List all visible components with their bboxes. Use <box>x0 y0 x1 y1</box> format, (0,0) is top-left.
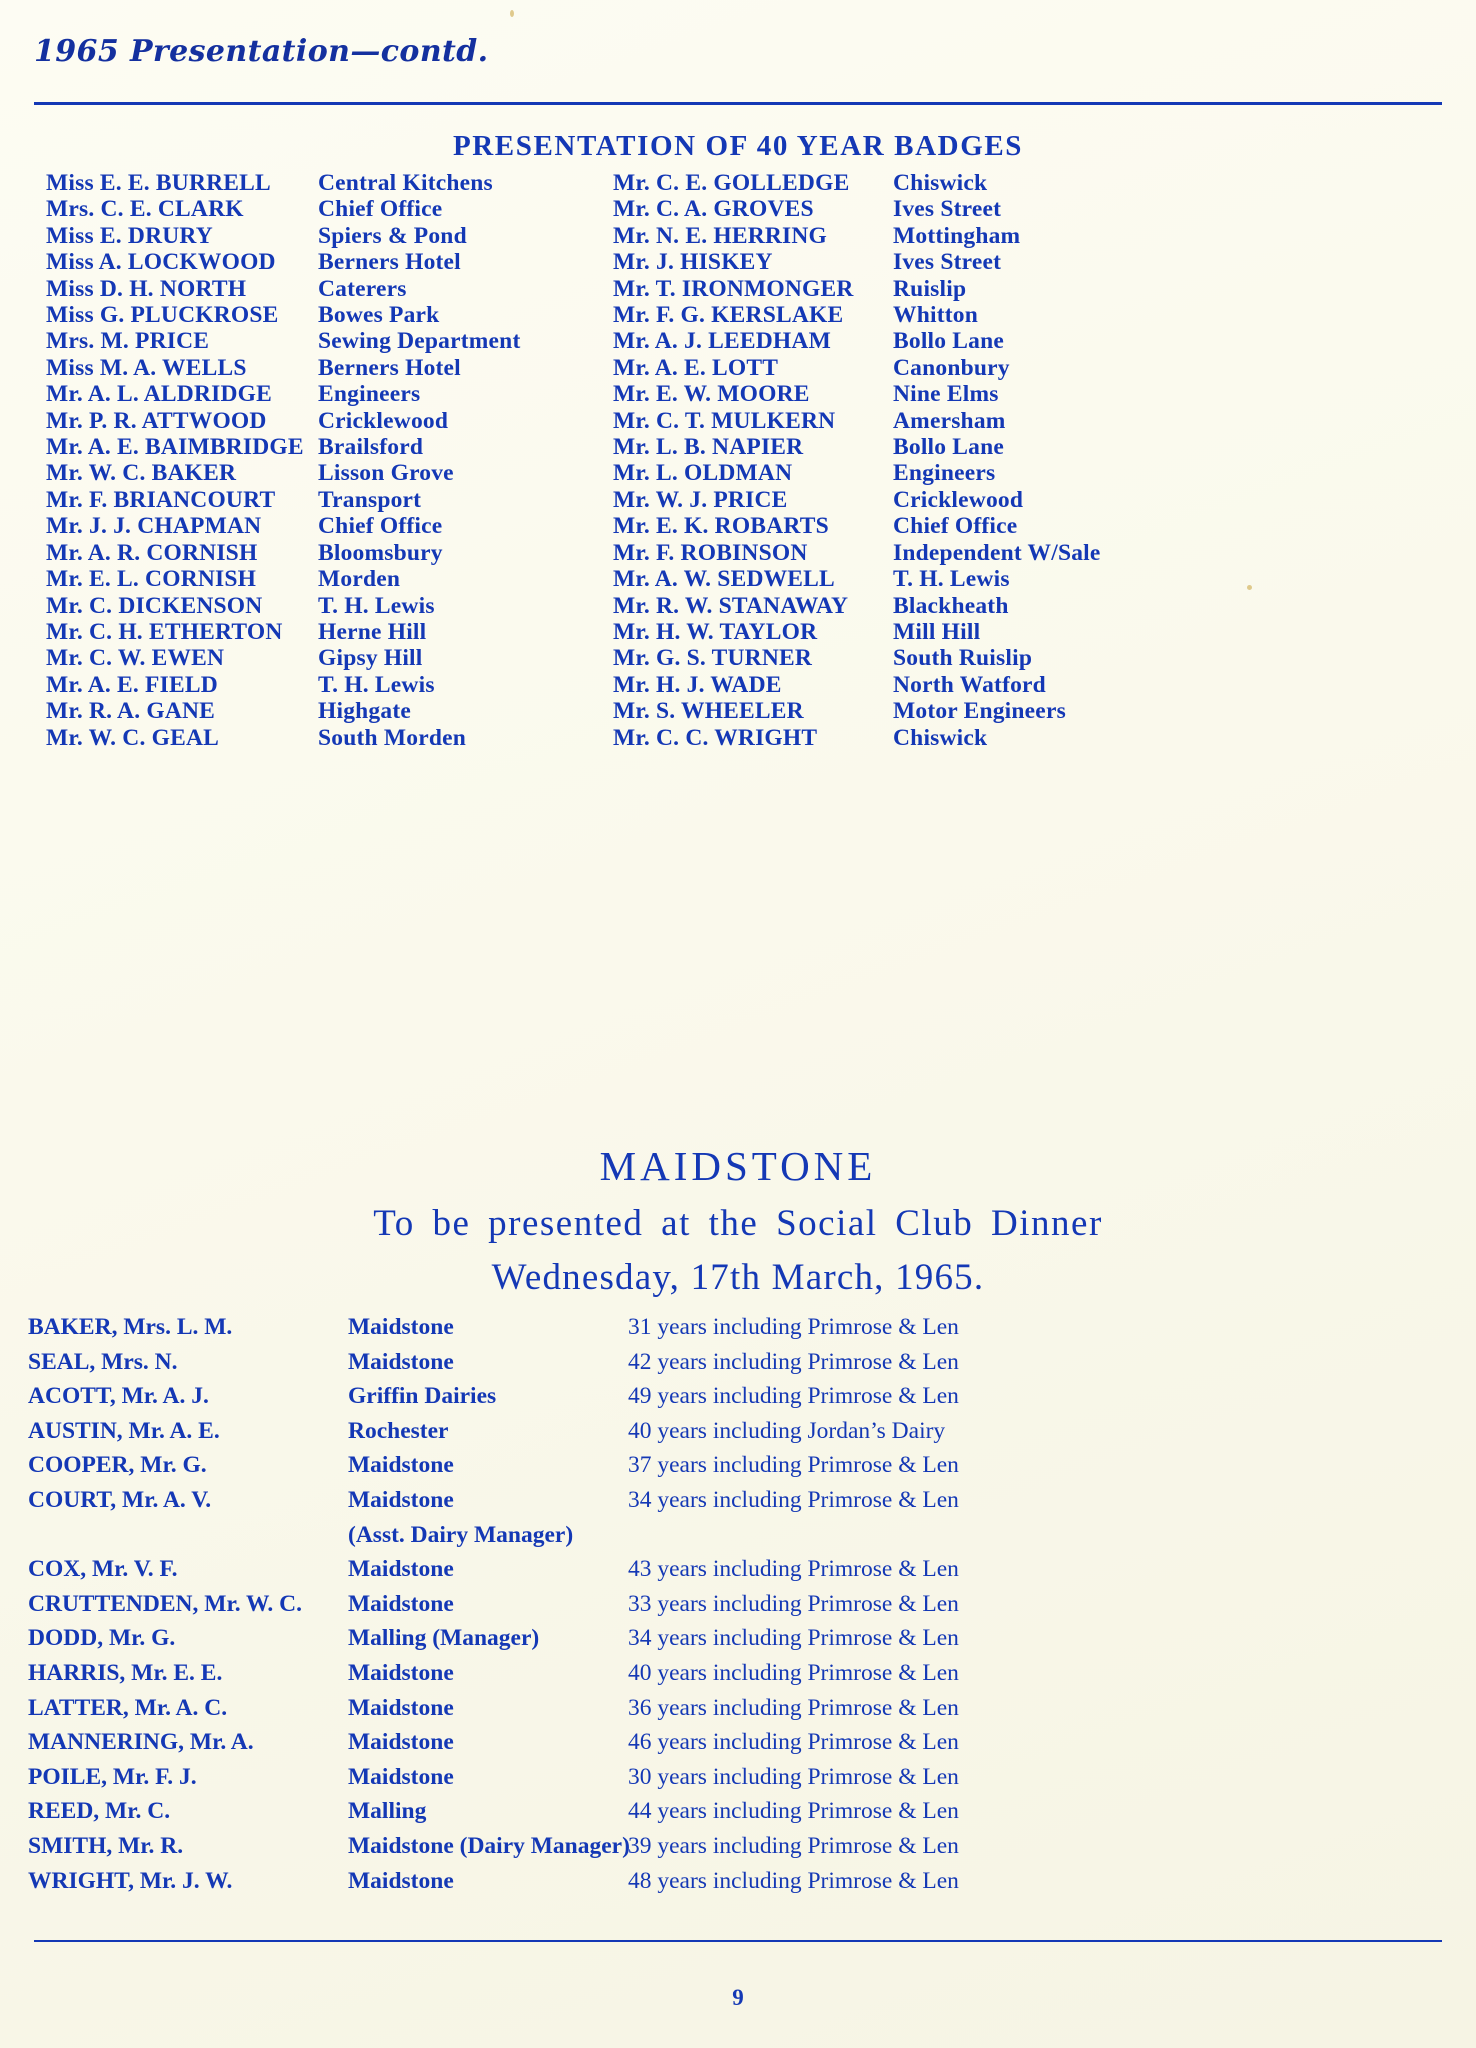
badge-name-left: Miss M. A. WELLS <box>46 354 247 381</box>
badge-name-left: Mr. P. R. ATTWOOD <box>46 407 267 434</box>
badge-location-left: Gipsy Hill <box>318 645 423 672</box>
page-number: 9 <box>732 1985 744 2010</box>
badge-location-left: Lisson Grove <box>318 460 454 487</box>
badge-name-left: Mr. W. C. BAKER <box>46 460 237 487</box>
badge-location-right: Mottingham <box>893 222 1021 249</box>
badge-name-left: Miss A. LOCKWOOD <box>46 249 276 276</box>
maidstone-name: ACOTT, Mr. A. J. <box>28 1383 209 1410</box>
badge-location-right: North Watford <box>893 671 1046 698</box>
badge-location-right: Canonbury <box>893 354 1010 381</box>
maidstone-name: AUSTIN, Mr. A. E. <box>28 1417 220 1444</box>
badge-name-right: Mr. C. C. WRIGHT <box>613 724 818 751</box>
badge-name-left: Mr. C. H. ETHERTON <box>46 618 283 645</box>
badge-name-left: Mr. J. J. CHAPMAN <box>46 513 262 540</box>
maidstone-years: 39 years including Primrose & Len <box>628 1832 959 1859</box>
badge-name-left: Mr. A. E. BAIMBRIDGE <box>46 434 304 461</box>
badge-name-left: Mr. C. DICKENSON <box>46 592 263 619</box>
maidstone-name: COOPER, Mr. G. <box>28 1452 207 1479</box>
maidstone-location: Maidstone <box>348 1452 454 1479</box>
badge-name-right: Mr. W. J. PRICE <box>613 486 788 513</box>
badge-name-right: Mr. H. W. TAYLOR <box>613 618 818 645</box>
badge-location-right: Independent W/Sale <box>893 539 1101 566</box>
badge-name-right: Mr. H. J. WADE <box>613 671 782 698</box>
badge-location-left: Chief Office <box>318 196 443 223</box>
maidstone-name: REED, Mr. C. <box>28 1798 171 1825</box>
badge-location-left: South Morden <box>318 724 466 751</box>
badge-location-right: Ruislip <box>893 275 967 302</box>
maidstone-name: COURT, Mr. A. V. <box>28 1486 212 1513</box>
maidstone-spacer <box>28 1518 348 1553</box>
maidstone-years: 42 years including Primrose & Len <box>628 1348 959 1375</box>
maidstone-location: Maidstone (Dairy Manager) <box>348 1832 630 1859</box>
maidstone-name: WRIGHT, Mr. J. W. <box>28 1867 233 1894</box>
badge-name-right: Mr. F. ROBINSON <box>613 539 808 566</box>
badge-name-left: Miss D. H. NORTH <box>46 275 247 302</box>
badge-name-left: Mr. A. R. CORNISH <box>46 539 258 566</box>
maidstone-location: Maidstone <box>348 1867 454 1894</box>
paper-speck <box>510 10 514 17</box>
maidstone-years: 33 years including Primrose & Len <box>628 1590 959 1617</box>
maidstone-years: 34 years including Primrose & Len <box>628 1625 959 1652</box>
badge-name-right: Mr. J. HISKEY <box>613 249 773 276</box>
maidstone-location: Maidstone <box>348 1729 454 1756</box>
maidstone-title: MAIDSTONE <box>599 1143 877 1189</box>
badge-location-left: Morden <box>318 566 401 593</box>
badge-name-right: Mr. A. E. LOTT <box>613 354 779 381</box>
badge-location-right: Whitton <box>893 302 978 329</box>
maidstone-location: Maidstone <box>348 1590 454 1617</box>
badge-location-right: Motor Engineers <box>893 698 1066 725</box>
badge-name-left: Mr. F. BRIANCOURT <box>46 486 276 513</box>
badge-name-left: Miss E. DRURY <box>46 222 213 249</box>
badge-name-right: Mr. G. S. TURNER <box>613 645 813 672</box>
maidstone-location: Rochester <box>348 1417 449 1444</box>
maidstone-years: 43 years including Primrose & Len <box>628 1556 959 1583</box>
badge-location-left: Bloomsbury <box>318 539 443 566</box>
badge-name-left: Mr. E. L. CORNISH <box>46 566 257 593</box>
maidstone-location: Maidstone <box>348 1659 454 1686</box>
badge-location-left: Cricklewood <box>318 407 449 434</box>
maidstone-years: 44 years including Primrose & Len <box>628 1798 959 1825</box>
badge-location-right: Mill Hill <box>893 618 981 645</box>
maidstone-years: 40 years including Jordan’s Dairy <box>628 1417 946 1444</box>
maidstone-location: Maidstone <box>348 1486 454 1513</box>
badge-name-right: Mr. R. W. STANAWAY <box>613 592 849 619</box>
badge-name-right: Mr. C. A. GROVES <box>613 196 814 223</box>
badge-location-right: Chief Office <box>893 513 1018 540</box>
maidstone-name: MANNERING, Mr. A. <box>28 1729 254 1756</box>
maidstone-location: Malling (Manager) <box>348 1625 540 1652</box>
badge-location-left: T. H. Lewis <box>318 671 435 698</box>
maidstone-name: POILE, Mr. F. J. <box>28 1763 197 1790</box>
badge-name-left: Mrs. C. E. CLARK <box>46 196 244 223</box>
badge-name-left: Mr. A. E. FIELD <box>46 671 218 698</box>
badge-location-left: Spiers & Pond <box>318 222 467 249</box>
maidstone-location: Maidstone <box>348 1348 454 1375</box>
badge-name-left: Mr. W. C. GEAL <box>46 724 219 751</box>
maidstone-location: Maidstone <box>348 1694 454 1721</box>
running-head: 1965 Presentation—contd. <box>34 34 489 69</box>
maidstone-spacer <box>628 1518 1328 1553</box>
maidstone-years: 40 years including Primrose & Len <box>628 1659 959 1686</box>
badge-name-left: Miss E. E. BURRELL <box>46 170 271 196</box>
badge-location-right: T. H. Lewis <box>893 566 1010 593</box>
badge-name-right: Mr. T. IRONMONGER <box>613 275 854 302</box>
badge-location-left: Engineers <box>318 381 421 408</box>
badge-name-left: Mr. C. W. EWEN <box>46 645 225 672</box>
maidstone-years: 46 years including Primrose & Len <box>628 1729 959 1756</box>
badge-name-right: Mr. C. E. GOLLEDGE <box>613 170 850 196</box>
badge-location-right: Engineers <box>893 460 996 487</box>
badge-location-left: Transport <box>318 486 422 513</box>
badge-name-left: Mrs. M. PRICE <box>46 328 210 355</box>
maidstone-name: SEAL, Mrs. N. <box>28 1348 178 1375</box>
maidstone-name: BAKER, Mrs. L. M. <box>28 1314 233 1340</box>
badge-location-right: South Ruislip <box>893 645 1033 672</box>
maidstone-heading-block <box>0 1140 1476 1304</box>
badge-location-right: Ives Street <box>893 249 1002 276</box>
maidstone-years: 31 years including Primrose & Len <box>628 1314 959 1340</box>
badge-location-right: Cricklewood <box>893 486 1024 513</box>
badge-location-left: Highgate <box>318 698 411 725</box>
maidstone-location: Maidstone <box>348 1556 454 1583</box>
badge-location-left: Berners Hotel <box>318 354 461 381</box>
maidstone-location: Griffin Dairies <box>348 1383 497 1410</box>
maidstone-name: HARRIS, Mr. E. E. <box>28 1659 223 1686</box>
badge-location-left: Bowes Park <box>318 302 440 329</box>
badge-name-right: Mr. F. G. KERSLAKE <box>613 302 844 329</box>
badge-location-right: Bollo Lane <box>893 434 1005 461</box>
maidstone-name: LATTER, Mr. A. C. <box>28 1694 228 1721</box>
maidstone-years: 48 years including Primrose & Len <box>628 1867 959 1894</box>
maidstone-location: Malling <box>348 1798 427 1825</box>
badge-name-right: Mr. S. WHEELER <box>613 698 804 725</box>
maidstone-years: 30 years including Primrose & Len <box>628 1763 959 1790</box>
badge-location-right: Amersham <box>893 407 1006 434</box>
maidstone-table <box>28 1310 1328 1898</box>
badge-name-right: Mr. L. B. NAPIER <box>613 434 804 461</box>
badge-location-right: Ives Street <box>893 196 1002 223</box>
badge-location-left: Brailsford <box>318 434 424 461</box>
maidstone-location: Maidstone <box>348 1314 454 1340</box>
maidstone-name: SMITH, Mr. R. <box>28 1832 184 1859</box>
maidstone-name: CRUTTENDEN, Mr. W. C. <box>28 1590 302 1617</box>
maidstone-location: Maidstone <box>348 1763 454 1790</box>
maidstone-years: 49 years including Primrose & Len <box>628 1383 959 1410</box>
badge-location-right: Chiswick <box>893 170 988 196</box>
badge-location-left: Central Kitchens <box>318 170 493 196</box>
maidstone-years: 37 years including Primrose & Len <box>628 1452 959 1479</box>
paper-speck <box>1247 585 1252 590</box>
badge-name-left: Miss G. PLUCKROSE <box>46 302 279 329</box>
badge-name-right: Mr. E. K. ROBARTS <box>613 513 829 540</box>
badge-location-right: Bollo Lane <box>893 328 1005 355</box>
maidstone-years: 36 years including Primrose & Len <box>628 1694 959 1721</box>
badge-name-left: Mr. A. L. ALDRIDGE <box>46 381 273 408</box>
maidstone-subtitle-line1: To be presented at the Social Club Dinner <box>373 1203 1103 1244</box>
footer-rule <box>34 1940 1442 1942</box>
badges-section-title: PRESENTATION OF 40 YEAR BADGES <box>452 130 1024 162</box>
badge-location-left: Berners Hotel <box>318 249 461 276</box>
badge-name-right: Mr. L. OLDMAN <box>613 460 793 487</box>
badge-name-right: Mr. N. E. HERRING <box>613 222 828 249</box>
maidstone-years: 34 years including Primrose & Len <box>628 1486 959 1513</box>
badge-name-right: Mr. E. W. MOORE <box>613 381 810 408</box>
badge-location-right: Blackheath <box>893 592 1009 619</box>
header-rule <box>34 102 1442 105</box>
badge-location-left: T. H. Lewis <box>318 592 435 619</box>
badge-location-left: Herne Hill <box>318 618 427 645</box>
maidstone-subtitle-line2: Wednesday, 17th March, 1965. <box>491 1257 985 1298</box>
badge-name-right: Mr. A. J. LEEDHAM <box>613 328 831 355</box>
badge-location-right: Chiswick <box>893 724 988 751</box>
badge-name-right: Mr. A. W. SEDWELL <box>613 566 835 593</box>
badge-name-left: Mr. R. A. GANE <box>46 698 216 725</box>
badge-location-left: Chief Office <box>318 513 443 540</box>
badge-location-left: Sewing Department <box>318 328 521 355</box>
badge-location-left: Caterers <box>318 275 407 302</box>
maidstone-sublocation: (Asst. Dairy Manager) <box>348 1521 574 1548</box>
badge-location-right: Nine Elms <box>893 381 999 408</box>
badges-table <box>46 170 1436 751</box>
badge-name-right: Mr. C. T. MULKERN <box>613 407 836 434</box>
maidstone-name: DODD, Mr. G. <box>28 1625 176 1652</box>
maidstone-name: COX, Mr. V. F. <box>28 1556 178 1583</box>
